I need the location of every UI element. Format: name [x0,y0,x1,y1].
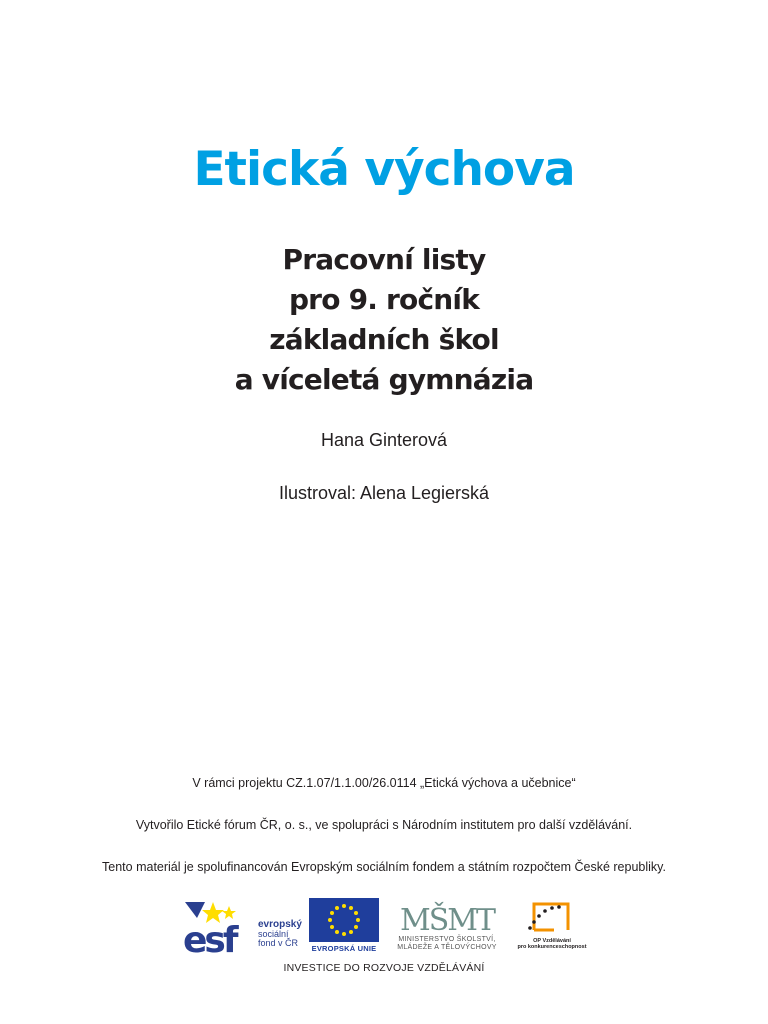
op-label [510,938,594,950]
op-label-line: OP Vzdělávání [533,938,571,944]
subtitle-line: a víceletá gymnázia [234,363,534,396]
esf-label-line: fond v ČR [258,938,299,948]
esf-label-line: sociální [258,928,289,939]
eu-flag-icon [309,898,379,942]
page-title: Etická výchova [193,142,575,197]
msmt-label-line: MINISTERSTVO ŠKOLSTVÍ, [398,936,496,943]
msmt-label [384,936,510,952]
illustrator: Ilustroval: Alena Legierská [278,483,490,503]
esf-mark-icon [183,898,258,954]
funding-note: Tento materiál je spolufinancován Evropským sociálním fondem a státním rozpočtem České republiky. [102,860,666,874]
msmt-logo [384,898,510,954]
op-mark-icon [510,898,594,936]
op-logo [510,898,594,954]
author: Hana Ginterová [320,430,448,450]
tagline: INVESTICE DO ROZVOJE VZDĚLÁVÁNÍ [283,962,485,974]
subtitle-line: základních škol [269,323,499,356]
svg-text:esf: esf [183,920,236,954]
subtitle-line: Pracovní listy [282,243,486,276]
project-note: V rámci projektu CZ.1.07/1.1.00/26.0114 „Etická výchova a učebnice“ [192,776,576,790]
eu-logo [309,898,379,954]
subtitle [0,240,768,400]
eu-label: EVROPSKÁ UNIE [311,944,377,953]
msmt-label-line: MLÁDEŽE A TĚLOVÝCHOVY [397,944,497,951]
logo-strip [0,898,768,958]
subtitle-line: pro 9. ročník [288,283,480,316]
esf-label-line: evropský [258,919,302,930]
svg-text:MŠMT: MŠMT [400,903,494,936]
creator-note: Vytvořilo Etické fórum ČR, o. s., ve spolupráci s Národním institutem pro další vzdělávání. [135,818,633,832]
esf-label [258,920,302,949]
msmt-mark-icon [384,898,510,936]
op-label-line: pro konkurenceschopnost [517,944,587,950]
